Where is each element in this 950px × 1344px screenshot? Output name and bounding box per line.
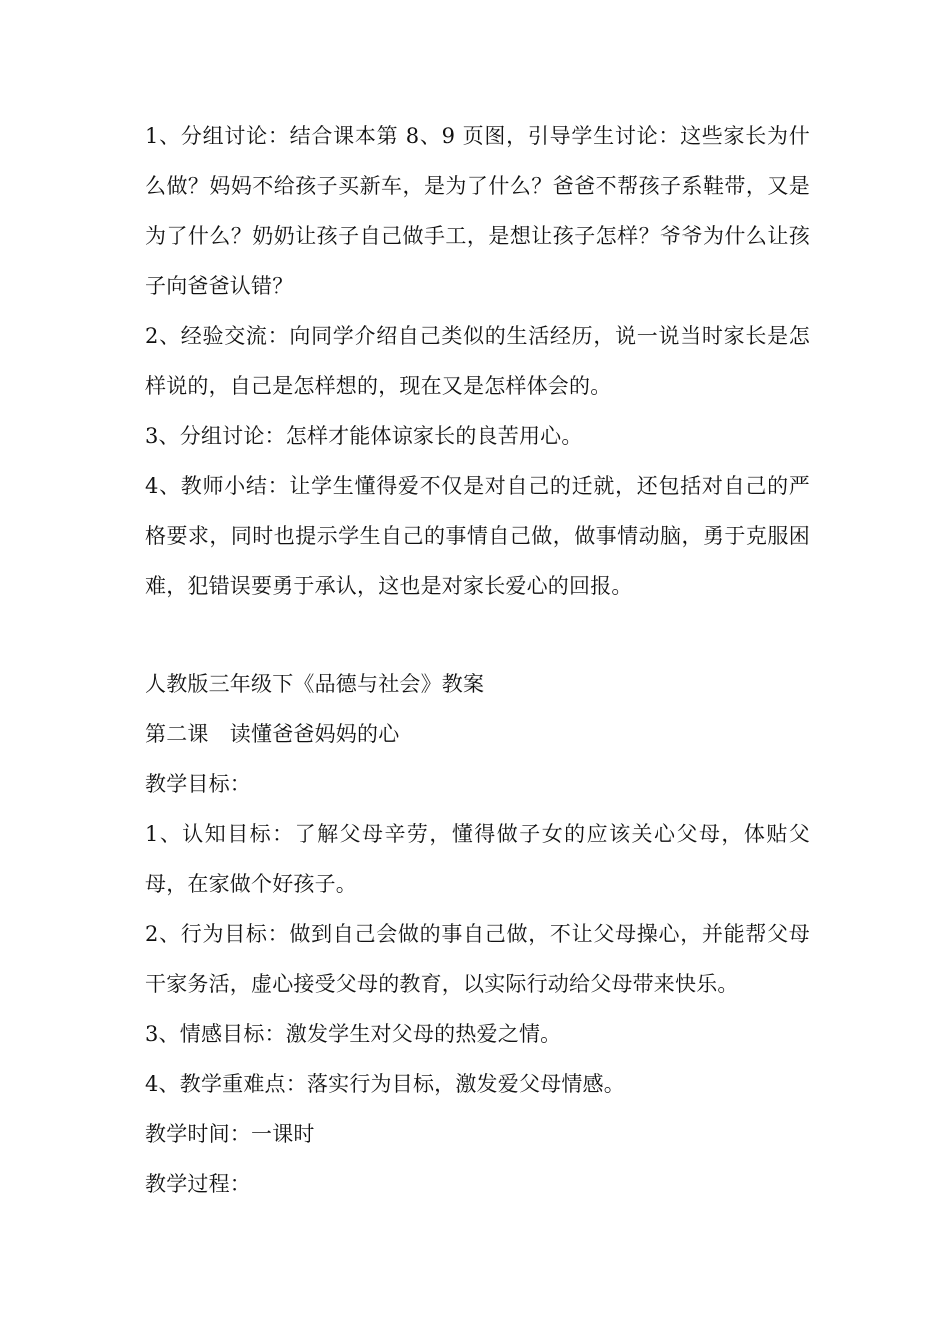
process-heading: 教学过程： (145, 1172, 251, 1196)
summary-paragraph-4: 4、教师小结：让学生懂得爱不仅是对自己的迁就，还包括对自己的严格要求，同时也提示学生自己的事情自己做，做事情动脑，勇于克服困难，犯错误要勇于承认，这也是对家长爱心的回报。 (145, 474, 810, 598)
goals-heading: 教学目标： (145, 772, 251, 796)
experience-paragraph-2: 2、经验交流：向同学介绍自己类似的生活经历，说一说当时家长是怎样说的，自己是怎样想的，现在又是怎样体会的。 (145, 324, 810, 398)
section-gap (145, 611, 810, 659)
goal-key-points: 4、教学重难点：落实行为目标，激发爱父母情感。 (145, 1072, 625, 1096)
lesson-title: 第二课 读懂爸爸妈妈的心 (145, 722, 400, 746)
discussion-paragraph-1: 1、分组讨论：结合课本第 8、9 页图，引导学生讨论：这些家长为什么做？妈妈不给孩子买新车，是为了什么？爸爸不帮孩子系鞋带，又是为了什么？奶奶让孩子自己做手工，是想让孩子怎样？爷爷为什么让孩子向爸爸认错？ (145, 124, 810, 298)
discussion-paragraph-3: 3、分组讨论：怎样才能体谅家长的良苦用心。 (145, 424, 583, 448)
teaching-time: 教学时间：一课时 (145, 1122, 315, 1146)
goal-cognitive: 1、认知目标：了解父母辛劳，懂得做子女的应该关心父母，体贴父母，在家做个好孩子。 (145, 822, 810, 896)
goal-behavior: 2、行为目标：做到自己会做的事自己做，不让父母操心，并能帮父母干家务活，虚心接受父母的教育，以实际行动给父母带来快乐。 (145, 922, 810, 996)
goal-emotion: 3、情感目标：激发学生对父母的热爱之情。 (145, 1022, 562, 1046)
document-title: 人教版三年级下《品德与社会》教案 (145, 672, 485, 696)
document-body (145, 111, 810, 1209)
